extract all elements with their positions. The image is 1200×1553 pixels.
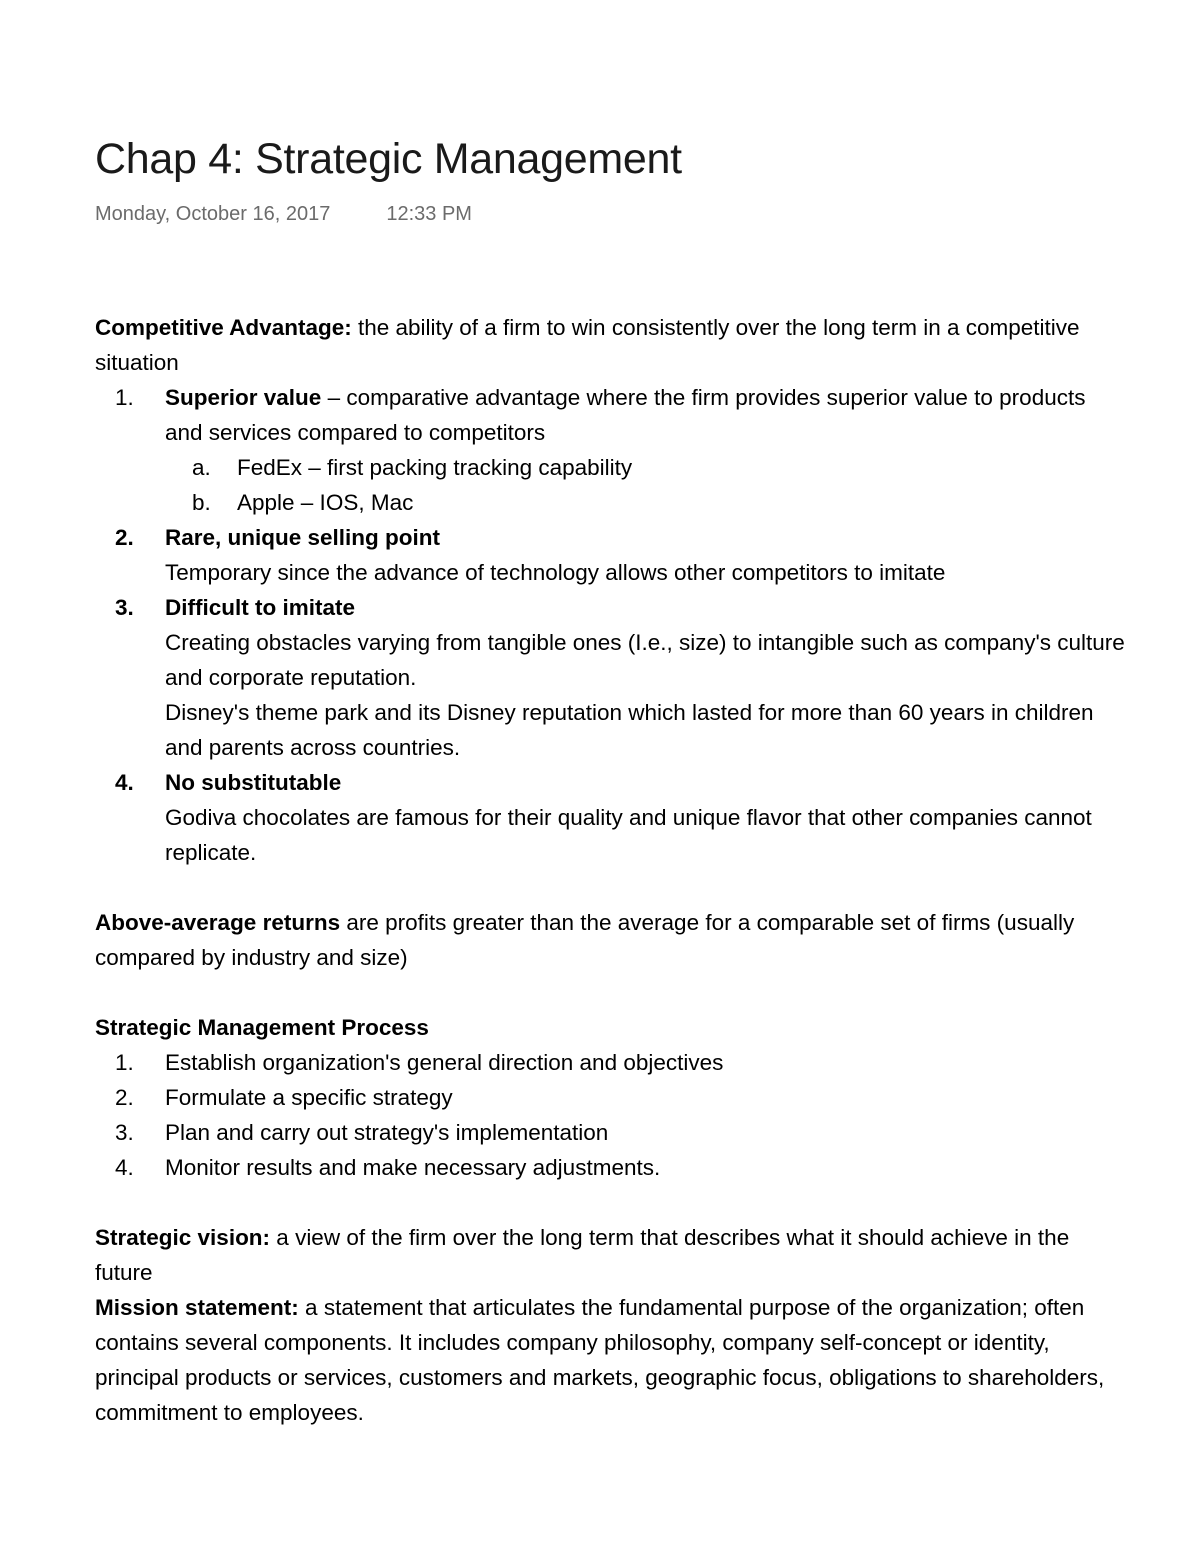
list-number: 3. <box>115 1120 134 1145</box>
list-number: 4. <box>115 1155 134 1180</box>
list-item-superior-value <box>95 380 1125 520</box>
list-item-term: Superior value <box>165 385 322 410</box>
process-step-text: Establish organization's general direction and objectives <box>165 1050 724 1075</box>
note-time: 12:33 PM <box>386 203 472 225</box>
page-title: Chap 4: Strategic Management <box>95 135 682 183</box>
list-item-term: No substitutable <box>165 770 342 795</box>
process-step <box>95 1115 1125 1150</box>
process-heading <box>95 1010 1125 1045</box>
process-step <box>95 1045 1125 1080</box>
list-number: 4. <box>115 770 134 795</box>
strategic-vision-text: a view of the firm over the long term that describes what it should achieve in the future <box>95 1225 1070 1285</box>
sublist-letter: b. <box>192 490 211 515</box>
sublist-text: FedEx – first packing tracking capability <box>237 455 633 480</box>
spacer <box>95 870 1125 905</box>
process-step <box>95 1150 1125 1185</box>
list-item-description: Creating obstacles varying from tangible ones (I.e., size) to intangible such as company's culture and corporate reputation. <box>165 630 1125 690</box>
list-number: 3. <box>115 595 134 620</box>
list-item-rare <box>95 520 1125 590</box>
above-average-returns-text: are profits greater than the average for a comparable set of firms (usually compared by industry and size) <box>95 910 1075 970</box>
competitive-advantage-definition <box>95 310 1125 380</box>
above-average-returns-term: Above-average returns <box>95 910 341 935</box>
note-content <box>95 310 1125 1430</box>
process-heading-text: Strategic Management Process <box>95 1015 429 1040</box>
competitive-advantage-text: the ability of a firm to win consistently over the long term in a competitive situation <box>95 315 1080 375</box>
sublist-text: Apple – IOS, Mac <box>237 490 414 515</box>
competitive-advantage-term: Competitive Advantage: <box>95 315 352 340</box>
above-average-returns-definition <box>95 905 1125 975</box>
process-step <box>95 1080 1125 1115</box>
list-number: 1. <box>115 385 134 410</box>
process-step-text: Plan and carry out strategy's implementation <box>165 1120 609 1145</box>
list-item-description: Temporary since the advance of technology allows other competitors to imitate <box>165 560 946 585</box>
process-list <box>95 1045 1125 1185</box>
note-timestamp <box>95 200 1125 228</box>
sublist-item-fedex <box>95 450 1125 485</box>
strategic-vision-term: Strategic vision: <box>95 1225 271 1250</box>
list-item-term: Rare, unique selling point <box>165 525 441 550</box>
list-item-term: Difficult to imitate <box>165 595 355 620</box>
list-number: 2. <box>115 525 134 550</box>
list-item-example: Disney's theme park and its Disney reputation which lasted for more than 60 years in children and parents across countries. <box>165 700 1094 760</box>
competitive-advantage-list <box>95 380 1125 870</box>
sublist <box>165 450 1125 520</box>
note-date: Monday, October 16, 2017 <box>95 203 331 225</box>
list-item-description: – comparative advantage where the firm provides superior value to products and services compared to competitors <box>165 385 1086 445</box>
mission-statement-text: a statement that articulates the fundamental purpose of the organization; often contains several components. It includes company philosophy, company self-concept or identity, principal products or services, customers and markets, geographic focus, obligations to shareholders, commitment to employees. <box>95 1295 1105 1425</box>
note-body <box>95 128 1125 1430</box>
sublist-letter: a. <box>192 455 211 480</box>
spacer <box>95 1185 1125 1220</box>
process-step-text: Formulate a specific strategy <box>165 1085 453 1110</box>
process-step-text: Monitor results and make necessary adjustments. <box>165 1155 661 1180</box>
list-number: 2. <box>115 1085 134 1110</box>
mission-statement-definition <box>95 1290 1125 1430</box>
strategic-vision-definition <box>95 1220 1125 1290</box>
list-item-difficult-to-imitate <box>95 590 1125 765</box>
mission-statement-term: Mission statement: <box>95 1295 299 1320</box>
list-number: 1. <box>115 1050 134 1075</box>
sublist-item-apple <box>95 485 1125 520</box>
spacer <box>95 975 1125 1010</box>
list-item-description: Godiva chocolates are famous for their quality and unique flavor that other companies cannot replicate. <box>165 805 1092 865</box>
list-item-text <box>165 380 1125 450</box>
list-item-no-substitutable <box>95 765 1125 870</box>
